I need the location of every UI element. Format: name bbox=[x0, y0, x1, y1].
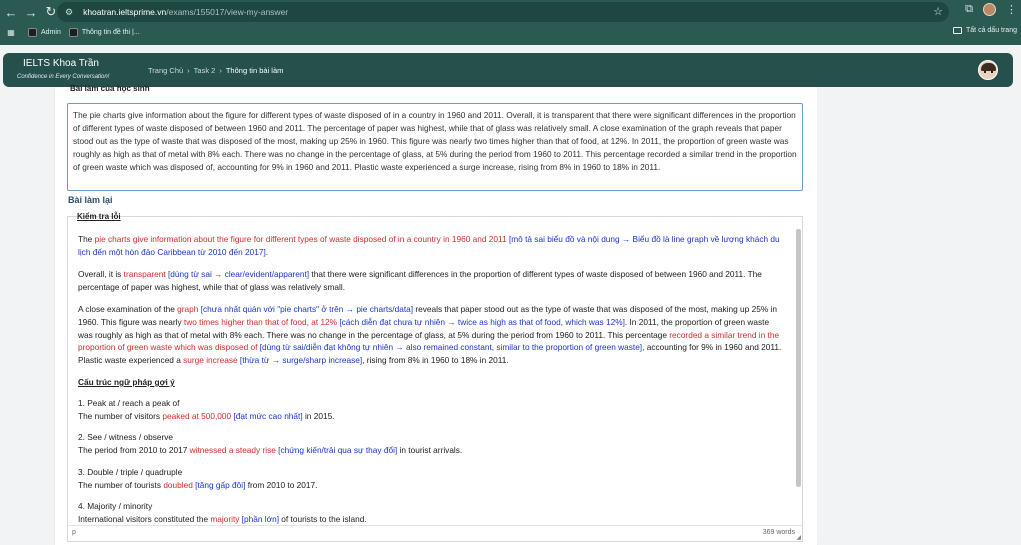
grammar-heading: Cấu trúc ngữ pháp gợi ý bbox=[78, 377, 175, 387]
bookmark-exam-info[interactable] bbox=[69, 28, 140, 37]
text-run: that there were significant differences in the proportion of different types of waste disposed of between 1960 and 2011. The percentage of paper was highest, while that of glass was relatively small. bbox=[78, 269, 762, 292]
text-run: from 2010 to 2017. bbox=[245, 479, 318, 490]
text-run: International visitors constituted the bbox=[78, 513, 211, 524]
user-avatar[interactable] bbox=[978, 60, 998, 80]
bookmark-admin[interactable] bbox=[28, 28, 61, 37]
text-run: . bbox=[265, 246, 269, 257]
text-run: , accounting for 9% in 1960 and 2011. Plastic waste experienced a bbox=[78, 342, 782, 366]
grammar-item-2 bbox=[78, 431, 786, 457]
bookmark-favicon-icon bbox=[69, 28, 78, 37]
text-run: . In 2011, the proportion of green waste was roughly as high as that of metal with 8% each. There was no change in the percentage of glass, at 5% during the period from 1960 to 2011. This percentage bbox=[78, 316, 770, 340]
text-run: The number of tourists bbox=[78, 479, 164, 490]
editor-scrollbar[interactable] bbox=[796, 229, 801, 487]
all-bookmarks-label: Tất cả dấu trang bbox=[966, 27, 1017, 34]
text-run: in tourist arrivals. bbox=[397, 444, 463, 455]
text-run: reveals that paper stood out as the type of waste that was disposed of the most, making up 25% in 1960. This figure was nearly bbox=[78, 304, 777, 327]
url-bar[interactable] bbox=[57, 2, 949, 22]
editor-status-bar bbox=[68, 525, 802, 541]
text-run: of tourists to the island. bbox=[279, 513, 367, 524]
brand-tagline: Confidence in Every Conversation! bbox=[17, 74, 110, 80]
grammar-title: 2. See / witness / observe bbox=[78, 432, 174, 442]
text-run: in 2015. bbox=[302, 410, 335, 421]
app-header bbox=[3, 53, 1013, 87]
example-highlight: doubled bbox=[163, 479, 193, 490]
forward-icon[interactable]: → bbox=[24, 4, 38, 20]
profile-avatar-icon[interactable] bbox=[983, 3, 996, 16]
bookmark-label: Admin bbox=[41, 28, 61, 36]
apps-grid-icon[interactable]: ▦ bbox=[7, 27, 15, 37]
resize-handle-icon[interactable]: ◢ bbox=[796, 535, 801, 541]
text-run: Overall, it is bbox=[78, 269, 124, 279]
reload-icon[interactable]: ↻ bbox=[45, 4, 57, 19]
redo-heading: Bài làm lại bbox=[68, 195, 113, 205]
url-host: khoatran.ieltsprime.vn bbox=[83, 7, 167, 17]
error-highlight: graph bbox=[177, 304, 199, 314]
brand-title[interactable]: IELTS Khoa Trần bbox=[23, 58, 99, 69]
bookmark-label: Thông tin đề thi |... bbox=[81, 28, 140, 36]
example-highlight: majority bbox=[210, 513, 240, 524]
text-run: A close examination of the bbox=[78, 304, 178, 314]
student-essay-title: Bài làm của học sinh bbox=[70, 84, 150, 93]
text-run: The number of visitors bbox=[78, 410, 163, 421]
meaning-note: [phần lớn] bbox=[239, 513, 279, 524]
meaning-note: [đạt mức cao nhất] bbox=[231, 410, 303, 421]
text-run: The period from 2010 to 2017 bbox=[78, 444, 190, 455]
grammar-item-3 bbox=[78, 466, 786, 492]
editor-content[interactable] bbox=[77, 212, 789, 524]
text-run: The bbox=[78, 234, 95, 244]
grammar-item-4 bbox=[78, 500, 786, 526]
avatar-glasses bbox=[984, 71, 993, 73]
error-highlight: transparent bbox=[123, 269, 166, 279]
site-info-icon[interactable]: ⚙ bbox=[65, 6, 74, 17]
back-icon[interactable]: ← bbox=[4, 4, 18, 20]
bookmarks-bar bbox=[0, 24, 1021, 40]
meaning-note: [chứng kiến/trải qua sự thay đổi] bbox=[275, 444, 398, 455]
correction-note: [cách diễn đạt chưa tự nhiên → twice as high as that of food, which was 12%] bbox=[337, 316, 625, 327]
example-highlight: peaked at 500,000 bbox=[162, 410, 232, 421]
breadcrumb-current: Thông tin bài làm bbox=[225, 66, 284, 75]
meaning-note: [tăng gấp đôi] bbox=[192, 479, 246, 490]
browser-chrome bbox=[0, 0, 1021, 45]
breadcrumb bbox=[148, 66, 283, 75]
chevron-right-icon: › bbox=[187, 66, 190, 75]
correction-note: [thừa từ → surge/sharp increase] bbox=[237, 355, 363, 366]
all-bookmarks[interactable] bbox=[953, 27, 1017, 34]
rich-text-editor[interactable] bbox=[67, 212, 803, 542]
page-viewport bbox=[0, 45, 1021, 543]
paragraph-intro bbox=[78, 233, 786, 259]
grammar-title: 3. Double / triple / quadruple bbox=[78, 467, 183, 477]
error-highlight: pie charts give information about the figure for different types of waste disposed of in a country in 1960 and 2011 bbox=[94, 234, 507, 244]
extensions-icon[interactable]: ⧉ bbox=[965, 3, 973, 15]
scrollbar-thumb[interactable] bbox=[796, 229, 801, 487]
bookmark-favicon-icon bbox=[28, 28, 37, 37]
example-highlight: witnessed a steady rise bbox=[189, 444, 276, 455]
error-highlight: surge increase bbox=[183, 355, 238, 366]
word-count[interactable]: 369 words bbox=[762, 529, 795, 536]
right-margin bbox=[817, 45, 1021, 543]
error-check-heading: Kiểm tra lỗi bbox=[77, 212, 121, 221]
breadcrumb-task[interactable]: Task 2 bbox=[193, 66, 216, 75]
avatar-hair bbox=[981, 63, 996, 71]
paragraph-overview bbox=[78, 268, 786, 294]
url-path: /exams/155017/view-my-answer bbox=[166, 7, 289, 17]
student-essay-text: The pie charts give information about the figure for different types of waste disposed of in a country in 1960 and 2011. Overall, it is transparent that there were significant differences in the proportion of different types of waste disposed of between 1960 and 2011. The percentage of paper was highest, while that of glass was relatively small. A close examination of the graph reveals that paper stood out as the type of waste that was disposed of the most, making up 25% in 1960. This figure was nearly two times higher than that of food, at 12%. In 2011, the proportion of green waste was roughly as high as that of metal with 8% each. There was no change in the percentage of glass, at 5% during the period from 1960 to 2011. This percentage recorded a similar trend in the proportion of green waste which was disposed of, accounting for 9% in 1960 and 2011. Plastic waste experienced a surge increase, rising from 8% in 1960 to 18% in 2011. bbox=[67, 103, 803, 191]
address-row bbox=[0, 0, 1021, 24]
menu-icon[interactable]: ⋮ bbox=[1006, 4, 1017, 16]
toolbar-icons bbox=[965, 3, 1017, 16]
correction-note: [dùng từ sai → clear/evident/apparent] bbox=[165, 269, 310, 279]
folder-icon bbox=[953, 27, 962, 34]
grammar-title: 4. Majority / minority bbox=[78, 501, 153, 511]
chevron-right-icon: › bbox=[219, 66, 222, 75]
error-highlight: two times higher than that of food, at 12% bbox=[183, 316, 338, 327]
text-run: , rising from 8% in 1960 to 18% in 2011. bbox=[362, 355, 509, 366]
paragraph-body bbox=[78, 303, 786, 367]
correction-note: [chưa nhất quán với "pie charts" ở trên → pie charts/data] bbox=[198, 304, 414, 314]
grammar-title: 1. Peak at / reach a peak of bbox=[78, 398, 180, 408]
grammar-item-1 bbox=[78, 397, 786, 423]
correction-note: [mô tả sai biểu đồ và nội dung → Biểu đồ là line graph về lượng khách du lịch đến một hòn đảo Caribbean từ 2010 đến 2017] bbox=[78, 234, 780, 257]
error-highlight: recorded a similar trend in the proportion of green waste which was disposed of bbox=[78, 329, 780, 353]
correction-note: [dùng từ sai/diễn đạt không tự nhiên → also remained constant, similar to the proportion of green waste] bbox=[257, 342, 643, 353]
element-path[interactable]: p bbox=[72, 529, 76, 536]
bookmark-star-icon[interactable]: ☆ bbox=[933, 6, 943, 18]
breadcrumb-home[interactable]: Trang Chủ bbox=[148, 66, 184, 75]
